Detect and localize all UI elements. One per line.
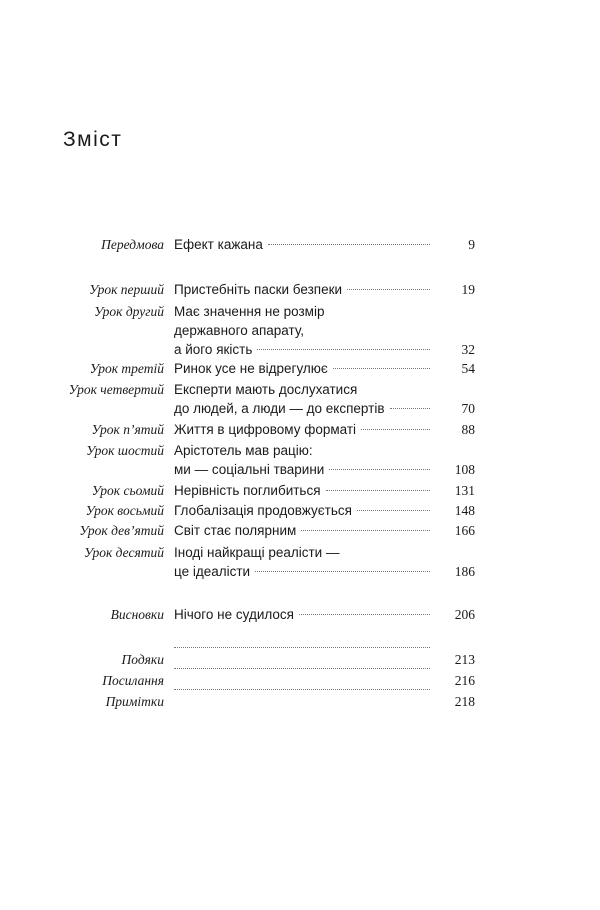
- toc-title-line: Пристебніть паски безпеки: [174, 282, 343, 297]
- toc-entry-label: Урок восьмий: [85, 503, 164, 518]
- toc-title-line: це ідеалісти: [174, 564, 251, 579]
- toc-page-number: 108: [454, 462, 475, 477]
- toc-entry-label: Урок шостий: [86, 443, 164, 458]
- toc-entry-title: [174, 359, 430, 378]
- toc-page-number: 206: [454, 607, 475, 622]
- dot-leader: [333, 367, 430, 369]
- dot-leader: [174, 667, 430, 669]
- toc-entry-title: [174, 420, 430, 439]
- toc-page-number: 88: [461, 422, 475, 437]
- dot-leader: [347, 288, 430, 290]
- toc-title-line: до людей, а люди — до експертів: [174, 401, 385, 416]
- dot-leader: [301, 529, 430, 531]
- dot-leader: [299, 613, 430, 615]
- toc-page-number: 218: [454, 694, 475, 709]
- toc-entry-label: Висновки: [110, 607, 164, 622]
- toc-entry-title: [174, 543, 430, 581]
- toc-entry-title: [174, 501, 430, 520]
- toc-entry-title: [174, 235, 430, 254]
- toc-entry-label: Урок четвертий: [68, 382, 164, 397]
- toc-entry-title: [174, 280, 430, 299]
- toc-entry-title: [174, 302, 430, 359]
- toc-page-number: 54: [461, 361, 475, 376]
- toc-page-number: 32: [461, 342, 475, 357]
- toc-title-line: державного апарату,: [174, 323, 304, 338]
- toc-title-line: Нічого не судилося: [174, 607, 294, 622]
- toc-page-number: 186: [454, 564, 475, 579]
- toc-entry-title: [174, 692, 430, 711]
- toc-title-line: ми — соціальні тварини: [174, 462, 325, 477]
- toc-title-line: Арістотель мав рацію:: [174, 443, 313, 458]
- toc-entry-title: [174, 521, 430, 540]
- toc-title-line: Нерівність поглибиться: [174, 483, 321, 498]
- toc-entry-label: Урок дев’ятий: [79, 523, 164, 538]
- toc-title-line: Ринок усе не відрегулює: [174, 361, 328, 376]
- toc-page-number: 216: [454, 673, 475, 688]
- toc-entry-label: Примітки: [105, 694, 164, 709]
- toc-title-line: Іноді найкращі реалісти —: [174, 545, 340, 560]
- toc-title-line: Глобалізація продовжується: [174, 503, 352, 518]
- dot-leader: [390, 407, 431, 409]
- toc-page-number: 19: [461, 282, 475, 297]
- toc-page-number: 70: [461, 401, 475, 416]
- toc-entry-label: Посилання: [102, 673, 164, 688]
- toc-entry-title: [174, 441, 430, 479]
- toc-entry-title: [174, 481, 430, 500]
- page-title: Зміст: [63, 128, 123, 151]
- toc-page-number: 9: [468, 237, 475, 252]
- toc-entry-label: Урок перший: [89, 282, 164, 297]
- toc-title-line: Життя в цифровому форматі: [174, 422, 357, 437]
- dot-leader: [329, 468, 430, 470]
- dot-leader: [268, 243, 430, 245]
- toc-page-number: 166: [454, 523, 475, 538]
- toc-page-number: 148: [454, 503, 475, 518]
- dot-leader: [257, 348, 430, 350]
- toc-entry-label: Урок десятий: [83, 545, 164, 560]
- toc-title-line: Ефект кажана: [174, 237, 263, 252]
- toc-entry-label: Подяки: [121, 652, 164, 667]
- toc-entry-label: Урок п’ятий: [91, 422, 164, 437]
- dot-leader: [174, 646, 430, 648]
- dot-leader: [357, 509, 430, 511]
- toc-entry-label: Передмова: [101, 237, 164, 252]
- toc-page-number: 213: [454, 652, 475, 667]
- toc-entry-title: [174, 380, 430, 418]
- toc-entry-label: Урок другий: [94, 304, 164, 319]
- toc-entry-title: [174, 605, 430, 624]
- toc-page-number: 131: [454, 483, 475, 498]
- dot-leader: [326, 489, 430, 491]
- dot-leader: [361, 428, 430, 430]
- toc-title-line: а його якість: [174, 342, 253, 357]
- toc-entry-label: Урок третій: [89, 361, 164, 376]
- toc-title-line: Має значення не розмір: [174, 304, 325, 319]
- toc-title-line: Експерти мають дослухатися: [174, 382, 358, 397]
- dot-leader: [174, 688, 430, 690]
- toc-title-line: Світ стає полярним: [174, 523, 297, 538]
- toc-entry-label: Урок сьомий: [91, 483, 164, 498]
- dot-leader: [255, 570, 430, 572]
